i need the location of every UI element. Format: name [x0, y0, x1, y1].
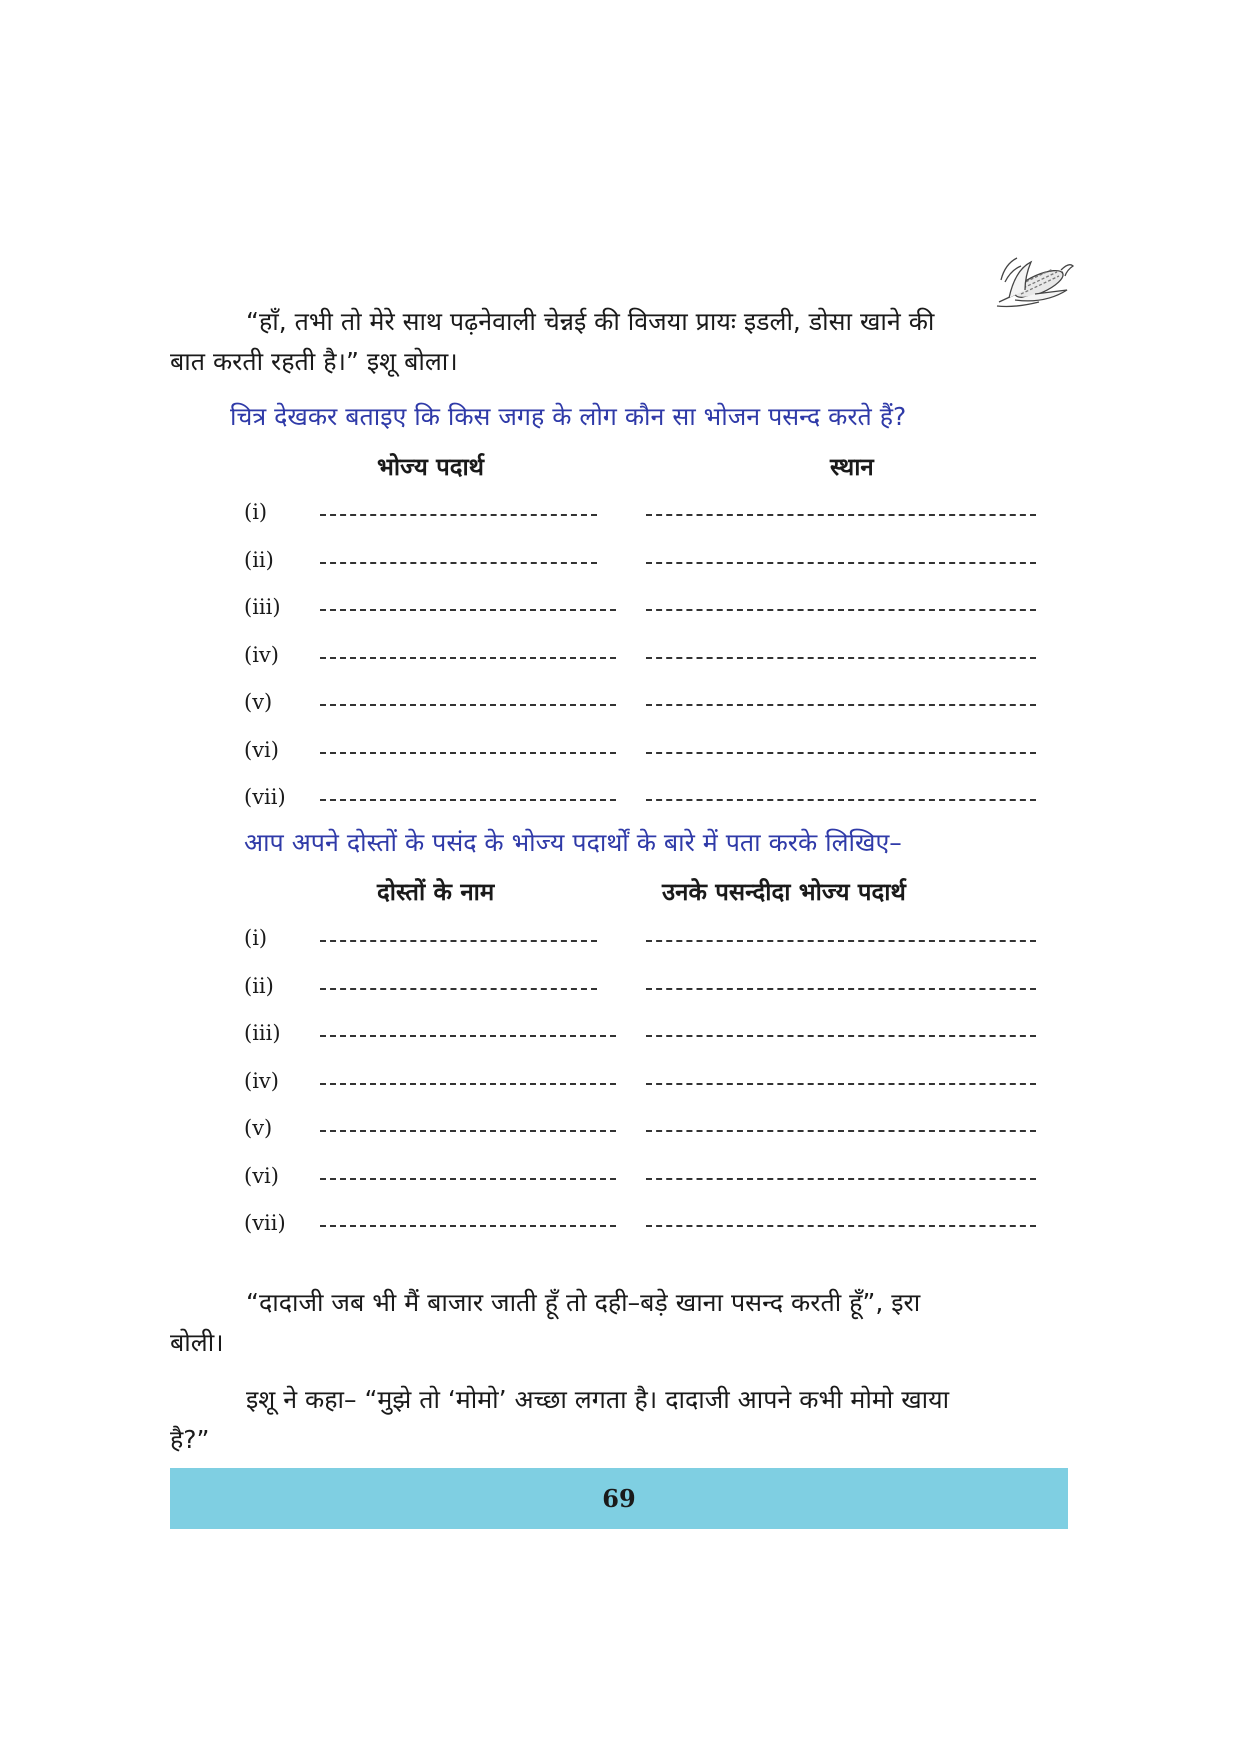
ira-line-1: “दादाजी जब भी मैं बाजार जाती हूँ तो दही–बड़े खाना पसन्द करती हूँ”, इरा	[246, 1288, 921, 1317]
blank-place[interactable]	[646, 657, 1036, 659]
blank-friend-name[interactable]	[320, 940, 597, 942]
column-header-friends: दोस्तों के नाम	[377, 878, 495, 906]
column-header-food: भोज्य पदार्थ	[377, 453, 485, 481]
table-row	[244, 685, 1044, 733]
table-row	[244, 921, 1044, 969]
ira-line-2: बोली।	[170, 1328, 224, 1357]
blank-friend-name[interactable]	[320, 1035, 616, 1037]
row-number: (iv)	[244, 1068, 279, 1093]
blank-food[interactable]	[320, 609, 616, 611]
table-row	[244, 638, 1044, 686]
table-row	[244, 1206, 1044, 1254]
blank-favourite-food[interactable]	[646, 1130, 1036, 1132]
blank-food[interactable]	[320, 657, 616, 659]
row-number: (i)	[244, 500, 268, 524]
intro-paragraph	[170, 302, 1070, 382]
blank-place[interactable]	[646, 752, 1036, 754]
blank-food[interactable]	[320, 799, 616, 801]
table-row	[244, 733, 1044, 781]
blank-food[interactable]	[320, 752, 616, 754]
blank-place[interactable]	[646, 609, 1036, 611]
row-number: (i)	[244, 926, 268, 950]
table-row	[244, 495, 1044, 543]
row-number: (iv)	[244, 642, 279, 667]
row-number: (v)	[244, 1116, 273, 1140]
table-row	[244, 969, 1044, 1017]
table-row	[244, 543, 1044, 591]
blank-friend-name[interactable]	[320, 1225, 616, 1227]
table-row	[244, 1111, 1044, 1159]
section2-question: आप अपने दोस्तों के पसंद के भोज्य पदार्थों के बारे में पता करके लिखिए–	[244, 828, 902, 857]
intro-line-2: बात करती रहती है।” इशू बोला।	[170, 347, 458, 376]
row-number: (vii)	[244, 785, 286, 809]
table-row	[244, 590, 1044, 638]
row-number: (ii)	[244, 547, 274, 572]
table-row	[244, 1016, 1044, 1064]
row-number: (ii)	[244, 973, 274, 998]
column-header-favourite-food: उनके पसन्दीदा भोज्य पदार्थ	[662, 878, 906, 906]
blank-place[interactable]	[646, 799, 1036, 801]
blank-favourite-food[interactable]	[646, 1083, 1036, 1085]
row-number: (v)	[244, 690, 273, 714]
blank-friend-name[interactable]	[320, 1178, 616, 1180]
blank-food[interactable]	[320, 514, 597, 516]
blank-place[interactable]	[646, 704, 1036, 706]
ishu-line-2: है?”	[170, 1425, 210, 1454]
blank-friend-name[interactable]	[320, 988, 597, 990]
intro-line-1: “हाँ, तभी तो मेरे साथ पढ़नेवाली चेन्नई की विजया प्रायः इडली, डोसा खाने की	[246, 307, 935, 336]
table-row	[244, 1159, 1044, 1207]
row-number: (iii)	[244, 1021, 281, 1045]
section1-question: चित्र देखकर बताइए कि किस जगह के लोग कौन सा भोजन पसन्द करते हैं?	[230, 402, 907, 431]
friends-food-table	[244, 921, 1044, 1254]
blank-favourite-food[interactable]	[646, 1178, 1036, 1180]
row-number: (vii)	[244, 1211, 286, 1235]
dialogue-paragraph-ishu	[170, 1380, 1070, 1460]
table-row	[244, 1064, 1044, 1112]
blank-favourite-food[interactable]	[646, 988, 1036, 990]
blank-friend-name[interactable]	[320, 1083, 616, 1085]
ishu-line-1: इशू ने कहा– “मुझे तो ‘मोमो’ अच्छा लगता है। दादाजी आपने कभी मोमो खाया	[246, 1385, 950, 1414]
row-number: (iii)	[244, 595, 281, 619]
blank-place[interactable]	[646, 514, 1036, 516]
food-place-table	[244, 495, 1044, 828]
column-header-place: स्थान	[830, 453, 874, 481]
blank-favourite-food[interactable]	[646, 1035, 1036, 1037]
blank-food[interactable]	[320, 562, 597, 564]
blank-favourite-food[interactable]	[646, 940, 1036, 942]
table-row	[244, 780, 1044, 828]
page-number: 69	[602, 1484, 636, 1513]
blank-favourite-food[interactable]	[646, 1225, 1036, 1227]
blank-food[interactable]	[320, 704, 616, 706]
row-number: (vi)	[244, 737, 279, 762]
row-number: (vi)	[244, 1163, 279, 1188]
blank-place[interactable]	[646, 562, 1036, 564]
dialogue-paragraph-ira	[170, 1283, 1070, 1363]
page-footer-band	[170, 1468, 1068, 1529]
blank-friend-name[interactable]	[320, 1130, 616, 1132]
